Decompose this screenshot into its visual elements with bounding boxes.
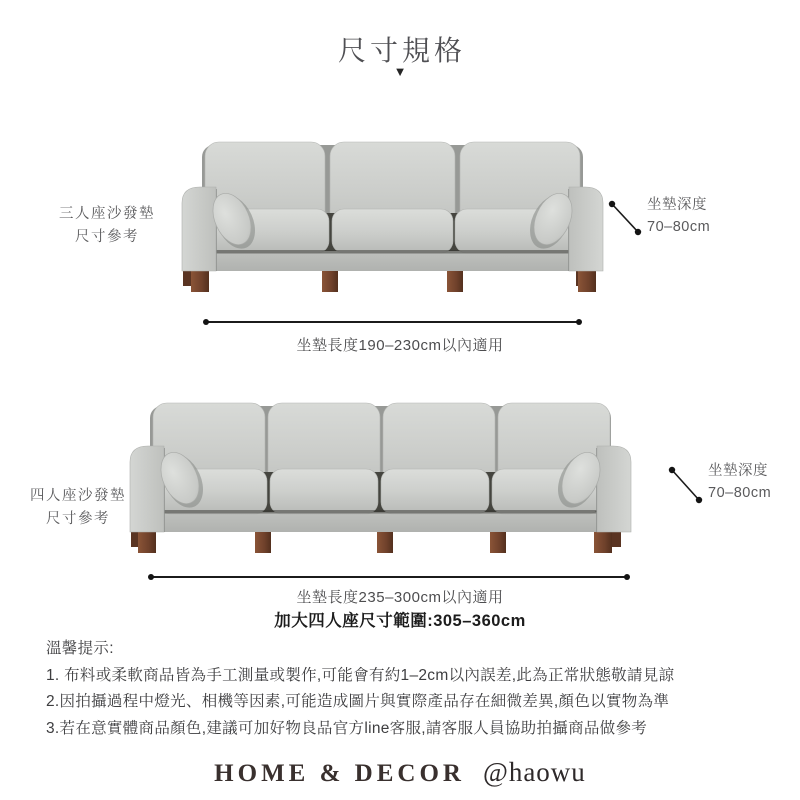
note-item: 2.因拍攝過程中燈光、相機等因素,可能造成圖片與實際產品存在細微差異,顏色以實物為準: [46, 693, 670, 710]
note-item: 1. 布料或柔軟商品皆為手工測量或製作,可能會有約1–2cm以內誤差,此為正常狀態敬請見諒: [46, 666, 675, 684]
notes-section: [46, 636, 762, 742]
three-seater-depth-callout-line: [606, 198, 646, 240]
three-seater-depth-line1: 坐墊深度: [647, 197, 707, 213]
four-seater-length-measure-line: [150, 576, 628, 578]
three-seater-length-label: 坐墊長度190–230cm以內適用: [296, 337, 504, 354]
four-seater-sofa-image: [128, 398, 633, 556]
three-seater-depth-line2: 70–80cm: [647, 219, 711, 235]
brand-handle: @haowu: [482, 757, 586, 787]
note-item: 3.若在意實體商品顏色,建議可加好物良品官方line客服,請客服人員協助拍攝商品做參考: [46, 719, 648, 737]
brand-footer: [0, 757, 800, 788]
four-seater-depth-label: [708, 460, 771, 504]
three-seater-sofa-image: [180, 137, 605, 294]
four-seater-oversize-label: 加大四人座尺寸範圍:305–360cm: [274, 612, 526, 630]
brand-logo-text: HOME & DECOR: [214, 760, 465, 787]
three-seater-length-measure-line: [205, 321, 580, 323]
three-seater-depth-label: [647, 194, 710, 238]
notes-heading: 溫馨提示:: [46, 640, 114, 657]
four-seater-depth-line1: 坐墊深度: [708, 463, 768, 479]
three-seater-name-label: [42, 203, 172, 249]
four-seater-name-label: [13, 485, 143, 531]
three-seater-name-line2: 尺寸參考: [75, 229, 139, 245]
four-seater-depth-callout-line: [666, 464, 706, 508]
four-seater-length-label: 坐墊長度235–300cm以內適用: [296, 589, 504, 606]
four-seater-name-line2: 尺寸參考: [46, 511, 110, 527]
four-seater-name-line1: 四人座沙發墊: [30, 488, 126, 504]
down-triangle-icon: ▼: [393, 64, 407, 79]
page-title: 尺寸規格: [337, 35, 466, 66]
three-seater-name-line1: 三人座沙發墊: [59, 206, 155, 222]
four-seater-depth-line2: 70–80cm: [708, 485, 772, 501]
